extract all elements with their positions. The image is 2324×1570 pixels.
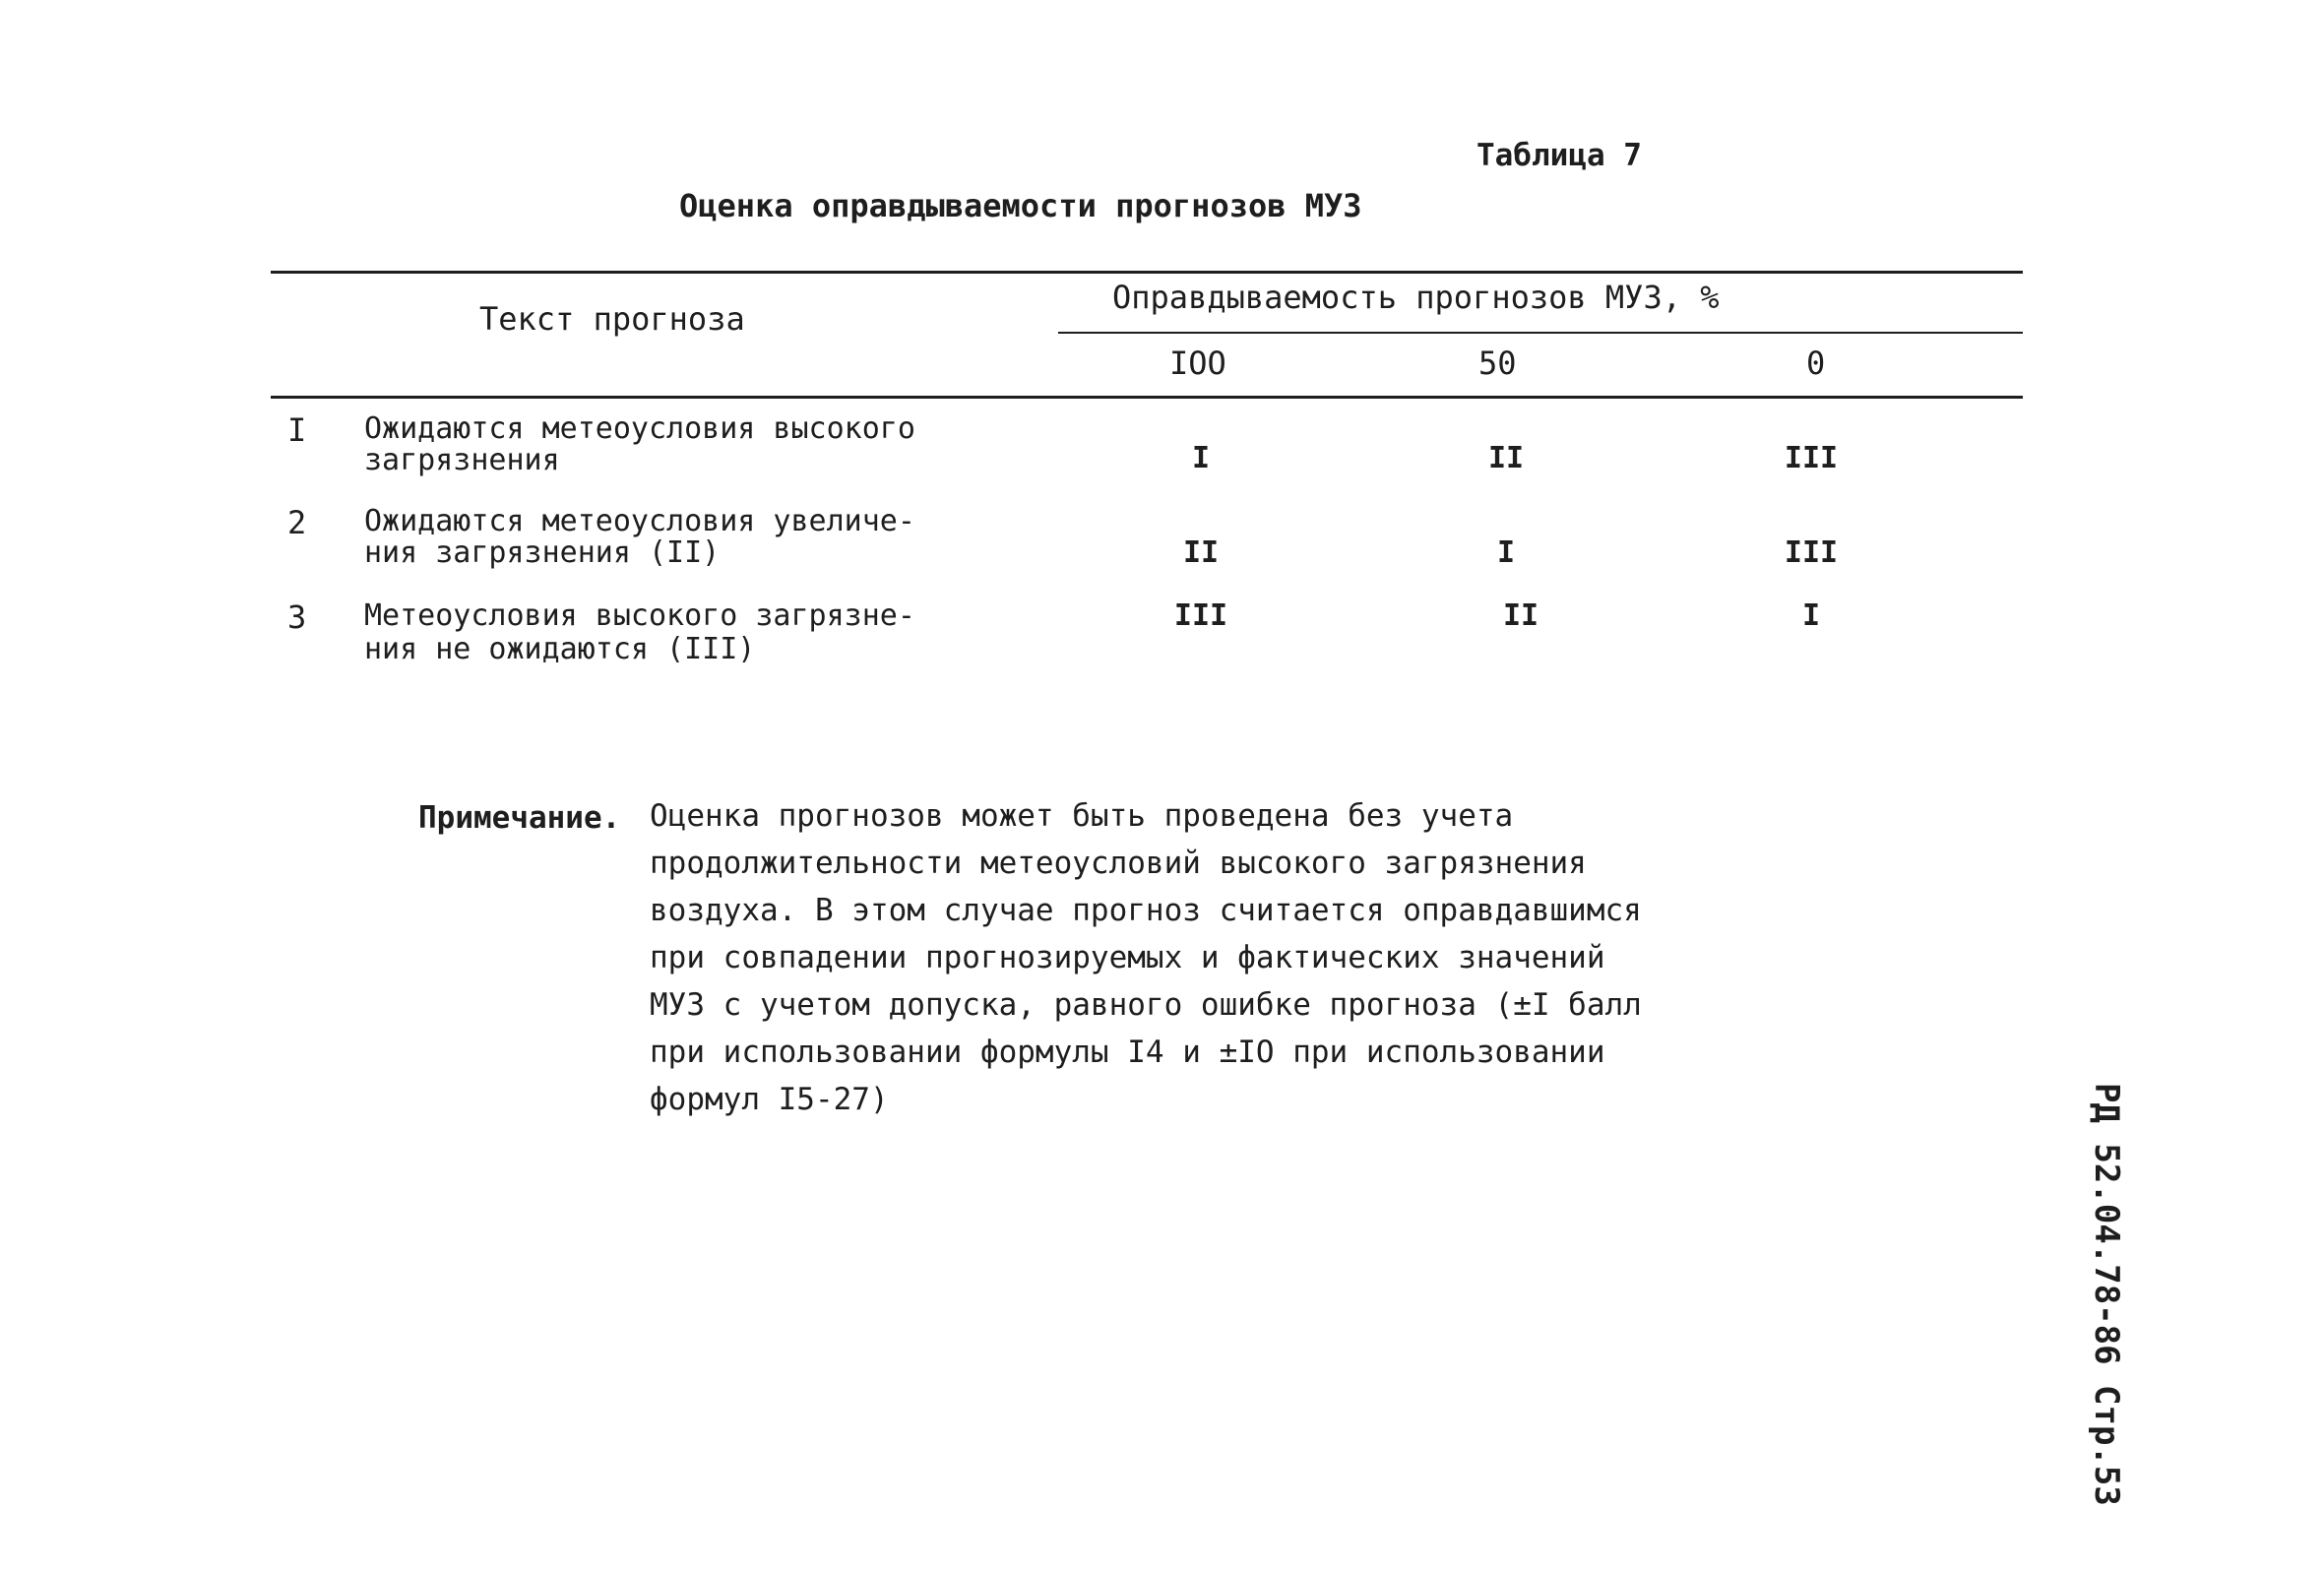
note-line: формул I5-27) <box>650 1082 889 1117</box>
note-line: при использовании формулы I4 и ±IO при использовании <box>650 1035 1605 1070</box>
row-text-line2: ния не ожидаются (III) <box>364 632 756 666</box>
mark-0: I <box>1801 598 1821 633</box>
row-text-line1: Ожидаются метеоусловия высокого <box>364 411 915 446</box>
note-line: при совпадении прогнозируемых и фактических значений <box>650 940 1605 975</box>
mark-100: III <box>1173 598 1228 633</box>
mark-50: II <box>1487 441 1525 475</box>
note-body <box>650 792 1642 1123</box>
note-line: МУЗ с учетом допуска, равного ошибке прогноза (±I балл <box>650 987 1642 1023</box>
mark-0: III <box>1784 535 1839 570</box>
sub-header-0: 0 <box>1806 345 1826 382</box>
row-text-line1: Ожидаются метеоусловия увеличе- <box>364 504 915 538</box>
row-text-line2: загрязнения <box>364 443 560 477</box>
col-text-header: Текст прогноза <box>479 300 745 338</box>
row-number: I <box>287 411 307 449</box>
mark-50: I <box>1496 535 1516 570</box>
mark-50: II <box>1502 598 1539 633</box>
mark-100: II <box>1182 535 1220 570</box>
row-number: 3 <box>287 598 307 636</box>
table-top-rule <box>271 271 2023 274</box>
row-text-line2: ния загрязнения (II) <box>364 535 721 570</box>
row-number: 2 <box>287 504 307 541</box>
note-line: Оценка прогнозов может быть проведена без учета <box>650 798 1514 834</box>
sub-header-100: IOO <box>1169 345 1226 382</box>
note-label: Примечание. <box>418 800 621 836</box>
col-group-header: Оправдываемость прогнозов МУЗ, % <box>1112 279 1720 316</box>
side-document-label: РД 52.04.78-86 Стр.53 <box>2087 1083 2126 1506</box>
group-header-rule <box>1058 332 2023 334</box>
mark-0: III <box>1784 441 1839 475</box>
note-line: продолжительности метеоусловий высокого загрязнения <box>650 846 1587 881</box>
table-title: Оценка оправдываемости прогнозов МУЗ <box>679 187 1362 224</box>
mark-100: I <box>1191 441 1211 475</box>
note-line: воздуха. В этом случае прогноз считается оправдавшимся <box>650 893 1642 928</box>
row-text-line1: Метеоусловия высокого загрязне- <box>364 598 915 633</box>
header-bottom-rule <box>271 396 2023 399</box>
table-label: Таблица 7 <box>1476 138 1642 173</box>
sub-header-50: 50 <box>1478 345 1517 382</box>
